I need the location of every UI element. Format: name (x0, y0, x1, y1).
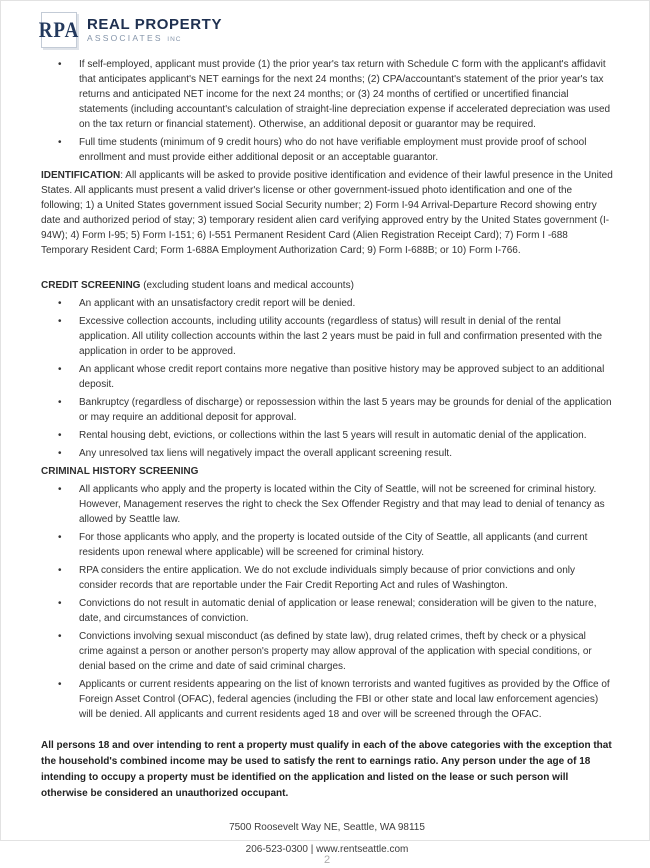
footer-separator: | (310, 844, 314, 855)
list-item: • Rental housing debt, evictions, or collections within the last 5 years will result in automatic denial of the application. (79, 428, 613, 443)
list-item: • Applicants or current residents appearing on the list of known terrorists and wanted fugitives as provided by the Office of Foreign Asset Control (OFAC), federal agencies (including the FBI or other state and local law enforcement agencies) will be denied. All applicants and current residents aged 18 and over will be screened through the OFAC. (79, 677, 613, 722)
footer-website: www.rentseattle.com (316, 844, 409, 855)
logo-subtitle-suffix: INC (167, 35, 182, 43)
credit-screening-note: (excluding student loans and medical accounts) (140, 280, 354, 291)
identification-body: : All applicants will be asked to provide positive identification and evidence of their lawful presence in the United States. All applicants must present a valid driver's license or other government-issued photo identification and one of the following; 1) a United States government issued Social Security number; 2) Form I-94 Arrival-Departure Record showing entry date and authorized period of stay; 3) temporary resident alien card verifying approved entry by the United States government (I-94W); 4) Form I-95; 5) Form I-151; 6) I-551 Permanent Resident Card (Alien Registration Receipt Card); 7) Form I -688 Temporary Resident Card; Form 1-688A Employment Authorization Card; 9) Form I-688B; or 10) Form I-766. (41, 170, 613, 256)
list-item: • For those applicants who apply, and the property is located outside of the City of Seattle, all applicants (and current residents upon renewal where applicable) will be screened for criminal history. (79, 530, 613, 560)
criminal-history-title: CRIMINAL HISTORY SCREENING (41, 466, 199, 477)
criminal-history-list (41, 482, 613, 722)
logo-monogram-text: RPA (38, 17, 80, 43)
list-item: • Convictions do not result in automatic denial of application or lease renewal; consideration will be given to the nature, date, and circumstances of conviction. (79, 596, 613, 626)
footer-phone: 206-523-0300 (245, 844, 308, 855)
list-item: • All applicants who apply and the property is located within the City of Seattle, will not be screened for criminal history. However, Management reserves the right to check the Sex Offender Registry and that may lead to denial of tenancy as allowed by Seattle law. (79, 482, 613, 527)
criminal-history-heading (41, 464, 613, 479)
logo-company-name: REAL PROPERTY (87, 15, 223, 33)
credit-screening-list (41, 296, 613, 461)
list-item: • Bankruptcy (regardless of discharge) or repossession within the last 5 years may be grounds for denial of the application or may require an additional deposit for approval. (79, 395, 613, 425)
list-item: • Convictions involving sexual misconduct (as defined by state law), drug related crimes, theft by check or a physical crime against a person or another person's property may allow approval of the application with special conditions, or denial based on the crime and date of said criminal charges. (79, 629, 613, 674)
company-logo (38, 9, 613, 51)
credit-screening-heading (41, 278, 613, 293)
identification-label: IDENTIFICATION (41, 170, 121, 181)
logo-company-subtitle (87, 33, 222, 45)
list-item: • An applicant whose credit report contains more negative than positive history may be approved subject to an additional deposit. (79, 362, 613, 392)
logo-subtitle-text: ASSOCIATES (87, 32, 163, 43)
identification-paragraph (41, 168, 613, 258)
footer-address: 7500 Roosevelt Way NE, Seattle, WA 98115 (229, 822, 425, 833)
list-item: • An applicant with an unsatisfactory credit report will be denied. (79, 296, 613, 311)
list-item: • Any unresolved tax liens will negatively impact the overall applicant screening result. (79, 446, 613, 461)
logo-wordmark (87, 16, 222, 45)
employment-requirements-list (41, 57, 613, 165)
page-number: 2 (323, 854, 331, 866)
rpa-monogram-icon (38, 12, 80, 48)
page-footer (41, 820, 613, 868)
list-item: • Excessive collection accounts, including utility accounts (regardless of status) will result in denial of the rental application. All utility collection accounts within the last 2 years must be paid in full and confirmation presented with the application in order to be approved. (79, 314, 613, 359)
credit-screening-title: CREDIT SCREENING (41, 280, 141, 291)
list-item: • RPA considers the entire application. We do not exclude individuals simply because of prior convictions and only consider records that are reportable under the Fair Credit Reporting Act and rules of Washington. (79, 563, 613, 593)
list-item: • Full time students (minimum of 9 credit hours) who do not have verifiable employment must provide proof of school enrollment and must provide either additional deposit or an acceptable guarantor. (79, 135, 613, 165)
closing-paragraph: All persons 18 and over intending to rent a property must qualify in each of the above categories with the exception that the household's combined income may be used to satisfy the rent to earnings ratio. Any person under the age of 18 intending to occupy a property must be identified on the application and listed on the lease or such person will otherwise be considered an unauthorized occupant. (41, 740, 612, 799)
list-item: • If self-employed, applicant must provide (1) the prior year's tax return with Schedule C form with the applicant's affidavit that anticipates applicant's NET earnings for the next 24 months; (2) CPA/accountant's statement of the prior year's tax returns and anticipated NET income for the next 24 months; or (3) 24 months of certified or uncertified financial statements (including accountant's calculation of straight-line depreciation expense if accelerated depreciation was used on the tax return or financial statement). Otherwise, an additional deposit or guarantor may be required. (79, 57, 613, 132)
